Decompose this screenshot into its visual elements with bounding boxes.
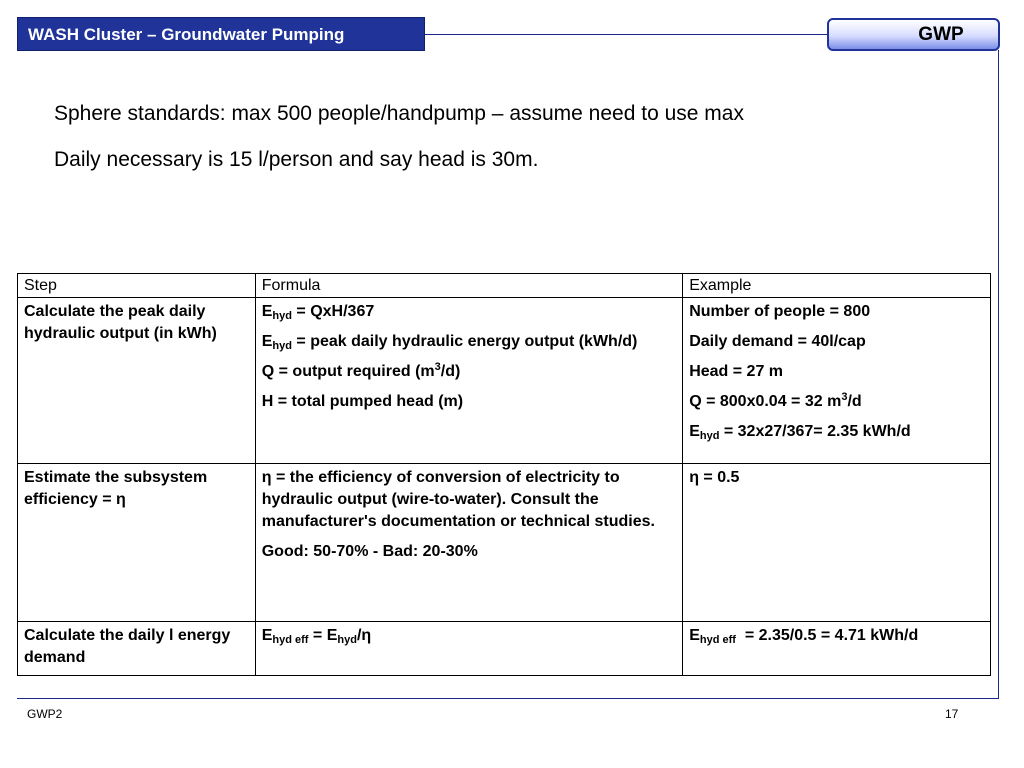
formula-line: $E_{hyd}$ = peak daily hydraulic energy output (kWh/d) — [261, 333, 638, 352]
formula-line: $E_{hyd eff} = E_{hyd}/\eta$ — [261, 627, 372, 646]
example-cell — [683, 298, 991, 464]
right-border — [998, 50, 999, 698]
footer-label: GWP2 — [27, 707, 63, 721]
header-step: Step — [18, 274, 256, 298]
formula-line: Good: 50-70% - Bad: 20-30% — [261, 543, 478, 560]
example-line: Number of people = 800 — [689, 303, 871, 320]
page-number: 17 — [945, 707, 959, 721]
intro-line-1: Sphere standards: max 500 people/handpump – assume need to use max — [54, 102, 744, 125]
example-cell — [683, 622, 991, 676]
header-example: Example — [683, 274, 991, 298]
example-line: Head = 27 m — [689, 363, 784, 380]
example-line: $E_{hyd eff} = 2.35/0.5 = 4.71$ kWh/d — [689, 627, 919, 646]
formula-line: H = total pumped head (m) — [261, 393, 464, 410]
formula-line: Q = output required $(m^3/d)$ — [261, 361, 461, 380]
example-line: Q = 800x0.04 = 32 $m^3/d$ — [689, 391, 862, 410]
example-line: $E_{hyd} = 32x27/367= 2.35$ kWh/d — [689, 423, 911, 442]
formula-cell — [255, 464, 682, 622]
formula-line: η = the efficiency of conversion of electricity to hydraulic output (wire-to-water). Consult the manufacturer's documentation or technical studies. — [261, 469, 655, 530]
table-row — [18, 298, 991, 464]
formula-cell — [255, 298, 682, 464]
gwp-badge: GWP — [827, 18, 1000, 51]
table-row — [18, 622, 991, 676]
step-cell — [18, 622, 256, 676]
header-rule — [425, 34, 828, 35]
intro-line-2: Daily necessary is 15 l/person and say head is 30m. — [54, 148, 539, 171]
step-text: Calculate the peak daily hydraulic output (in kWh) — [24, 303, 217, 342]
step-cell — [18, 464, 256, 622]
slide-title: WASH Cluster – Groundwater Pumping — [17, 17, 425, 51]
step-text: Estimate the subsystem efficiency = η — [24, 469, 208, 508]
formula-line: $E_{hyd} = QxH/367$ — [261, 303, 375, 322]
table-row — [18, 464, 991, 622]
example-cell — [683, 464, 991, 622]
table-header-row — [18, 274, 991, 298]
bottom-border — [17, 698, 999, 699]
formula-cell — [255, 622, 682, 676]
example-line: η = 0.5 — [689, 469, 740, 486]
example-line: Daily demand = 40l/cap — [689, 333, 866, 350]
step-text: Calculate the daily l energy demand — [24, 627, 231, 666]
header-formula: Formula — [255, 274, 682, 298]
steps-table — [17, 273, 991, 676]
step-cell — [18, 298, 256, 464]
